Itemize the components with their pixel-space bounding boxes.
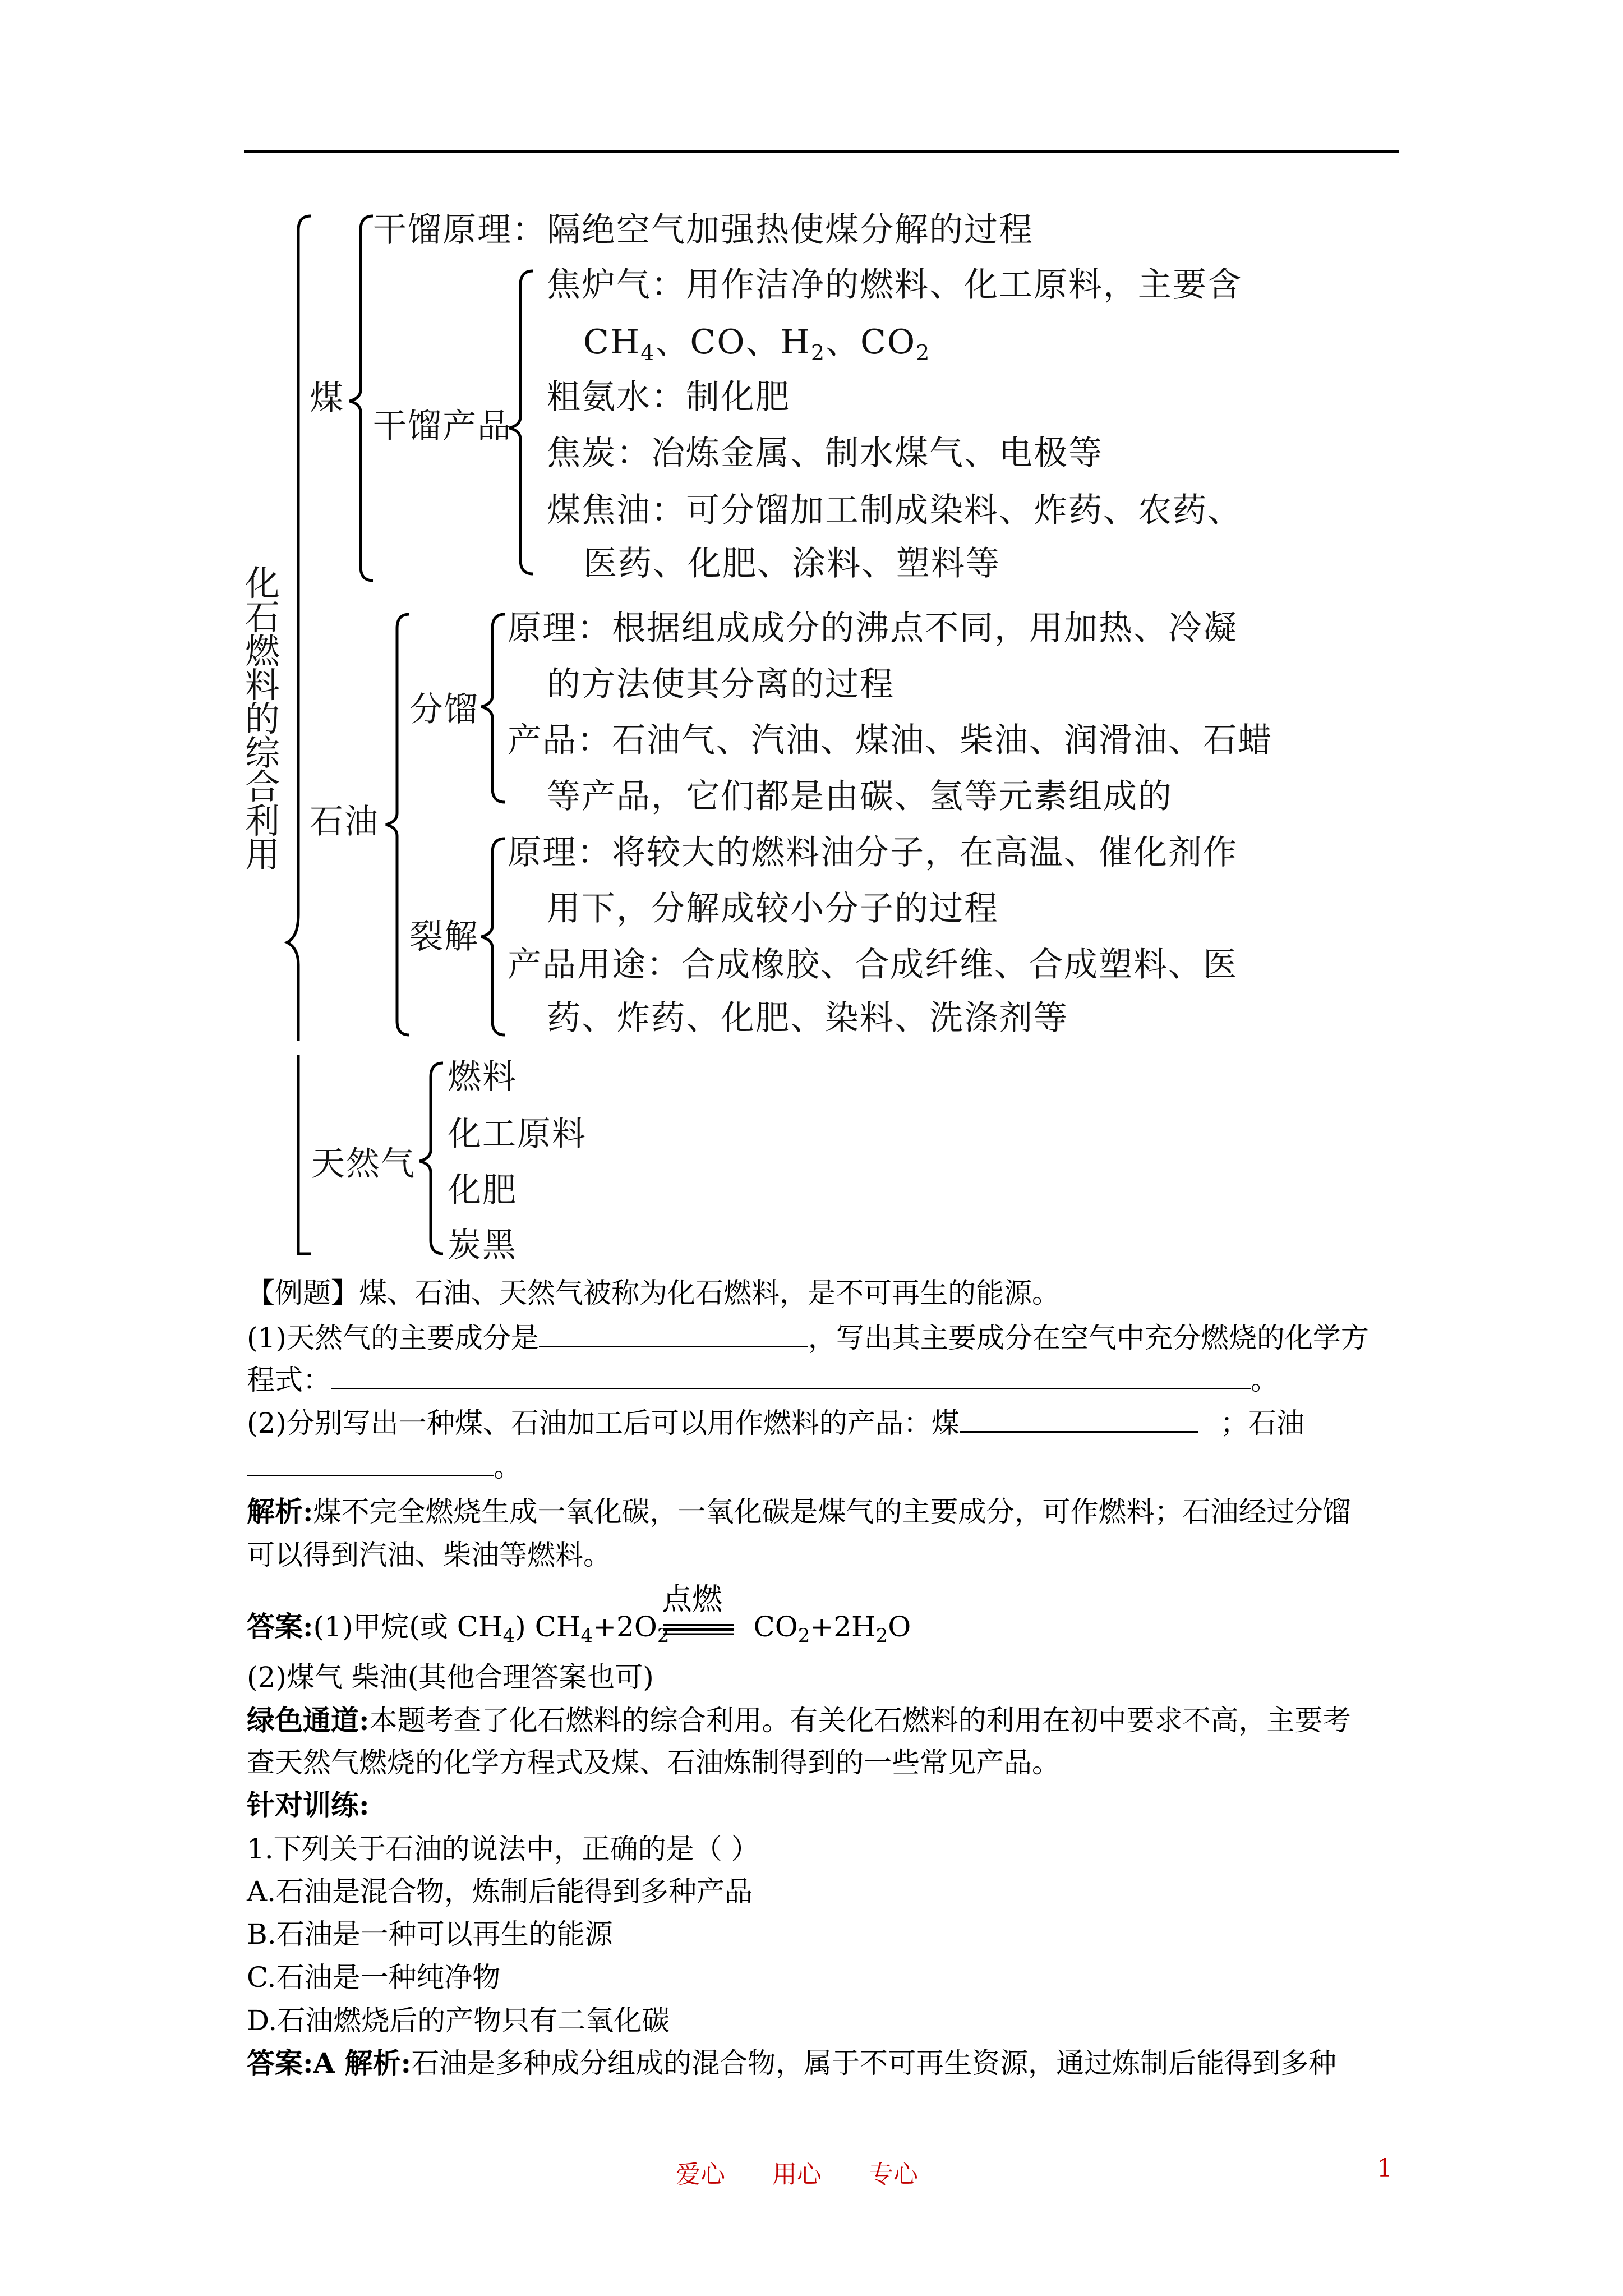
fraction-products-line2: 等产品，它们都是由碳、氢等元素组成的 (547, 777, 1173, 816)
training-question: 1.下列关于石油的说法中，正确的是（ ） (247, 1833, 759, 1865)
analysis-line2: 可以得到汽油、柴油等燃料。 (247, 1539, 611, 1571)
green-channel-line2: 查天然气燃烧的化学方程式及煤、石油炼制得到的一些常见产品。 (247, 1746, 1060, 1779)
analysis-line1: 解析:煤不完全燃烧生成一氧化碳，一氧化碳是煤气的主要成分，可作燃料；石油经过分馏 (247, 1495, 1351, 1528)
answer-line1: 答案:(1)甲烷(或 $CH_4$) $CH_4+2O_2$ $CO_2+2H_2O$ (247, 1610, 911, 1647)
cracking-label: 裂解 (409, 917, 479, 956)
dry-products-brace (505, 268, 538, 577)
gas-item-fertilizer: 化肥 (448, 1171, 517, 1210)
answer-blank-main-component[interactable] (539, 1321, 808, 1347)
coke-oven-gas-line1: 焦炉气：用作洁净的燃料、化工原料，主要含 (547, 265, 1242, 305)
dry-distillation-principle: 干馏原理：隔绝空气加强热使煤分解的过程 (373, 210, 1034, 250)
option-c: C.石油是一种纯净物 (247, 1961, 501, 1994)
header-rule (244, 150, 1399, 153)
option-d: D.石油燃烧后的产物只有二氧化碳 (247, 2004, 670, 2037)
coal-tar-line2: 医药、化肥、涂料、塑料等 (583, 544, 1000, 583)
question-2-line2: 。 (247, 1450, 522, 1484)
crack-principle-line2: 用下，分解成较小分子的过程 (547, 889, 999, 928)
green-channel-line1: 绿色通道:本题考查了化石燃料的综合利用。有关化石燃料的利用在初中要求不高，主要考 (247, 1704, 1351, 1737)
page-number: 1 (1377, 2154, 1393, 2183)
crack-principle-line1: 原理：将较大的燃料油分子，在高温、催化剂作 (508, 833, 1238, 872)
outer-brace-coal-oil (286, 213, 320, 1043)
question-1-line1: (1)天然气的主要成分是 ，写出其主要成分在空气中充分燃烧的化学方 (247, 1322, 1369, 1354)
answer-blank-equation[interactable] (331, 1363, 1251, 1389)
reaction-condition: 点燃 (662, 1581, 722, 1617)
coke-oven-gas-line2: $CH_4$、CO、$H_2$、$CO_2$ (583, 323, 931, 365)
coal-brace (345, 213, 379, 583)
fraction-principle-line1: 原理：根据组成成分的沸点不同，用加热、冷凝 (508, 609, 1238, 648)
tree-root-label: 化石燃料的综合利用 (245, 563, 280, 875)
equals-sign-icon (663, 1623, 734, 1635)
fractionation-label: 分馏 (409, 690, 479, 729)
coal-label: 煤 (310, 379, 344, 418)
fraction-brace (477, 611, 510, 805)
option-a: A.石油是混合物，炼制后能得到多种产品 (247, 1875, 753, 1908)
dry-distillation-products-label: 干馏产品 (373, 407, 512, 446)
answer-blank-coal-fuel[interactable] (960, 1406, 1198, 1433)
footer-motto: 爱心 用心 专心 (676, 2160, 918, 2189)
answer-blank-oil-fuel[interactable] (247, 1450, 494, 1476)
question-2-line1: (2)分别写出一种煤、石油加工后可以用作燃料的产品：煤 ；石油 (247, 1407, 1304, 1439)
training-heading: 针对训练: (247, 1788, 370, 1821)
crack-brace (477, 836, 510, 1038)
coke: 焦炭：冶炼金属、制水煤气、电极等 (547, 434, 1103, 473)
oil-brace (381, 611, 415, 1038)
option-b: B.石油是一种可以再生的能源 (247, 1918, 613, 1950)
answer-line2: (2)煤气 柴油(其他合理答案也可) (247, 1661, 654, 1694)
fraction-products-line1: 产品：石油气、汽油、煤油、柴油、润滑油、石蜡 (508, 721, 1272, 760)
coal-tar-line1: 煤焦油：可分馏加工制成染料、炸药、农药、 (547, 491, 1242, 530)
crude-ammonia: 粗氨水：制化肥 (547, 378, 790, 417)
crack-use-line1: 产品用途：合成橡胶、合成纤维、合成塑料、医 (508, 945, 1238, 984)
gas-item-carbon-black: 炭黑 (448, 1226, 517, 1265)
question-1-line2: 程式： 。 (247, 1364, 1279, 1396)
gas-item-fuel: 燃料 (448, 1057, 517, 1097)
gas-brace (415, 1060, 449, 1257)
gas-item-chemical: 化工原料 (448, 1115, 587, 1154)
fraction-principle-line2: 的方法使其分离的过程 (547, 665, 895, 704)
crack-use-line2: 药、炸药、化肥、染料、洗涤剂等 (547, 999, 1068, 1038)
training-answer: 答案:A 解析:石油是多种成分组成的混合物，属于不可再生资源，通过炼制后能得到多种 (247, 2046, 1337, 2079)
natural-gas-label: 天然气 (311, 1144, 416, 1184)
oil-label: 石油 (310, 802, 379, 841)
example-intro: 【例题】煤、石油、天然气被称为化石燃料，是不可再生的能源。 (247, 1277, 1060, 1309)
